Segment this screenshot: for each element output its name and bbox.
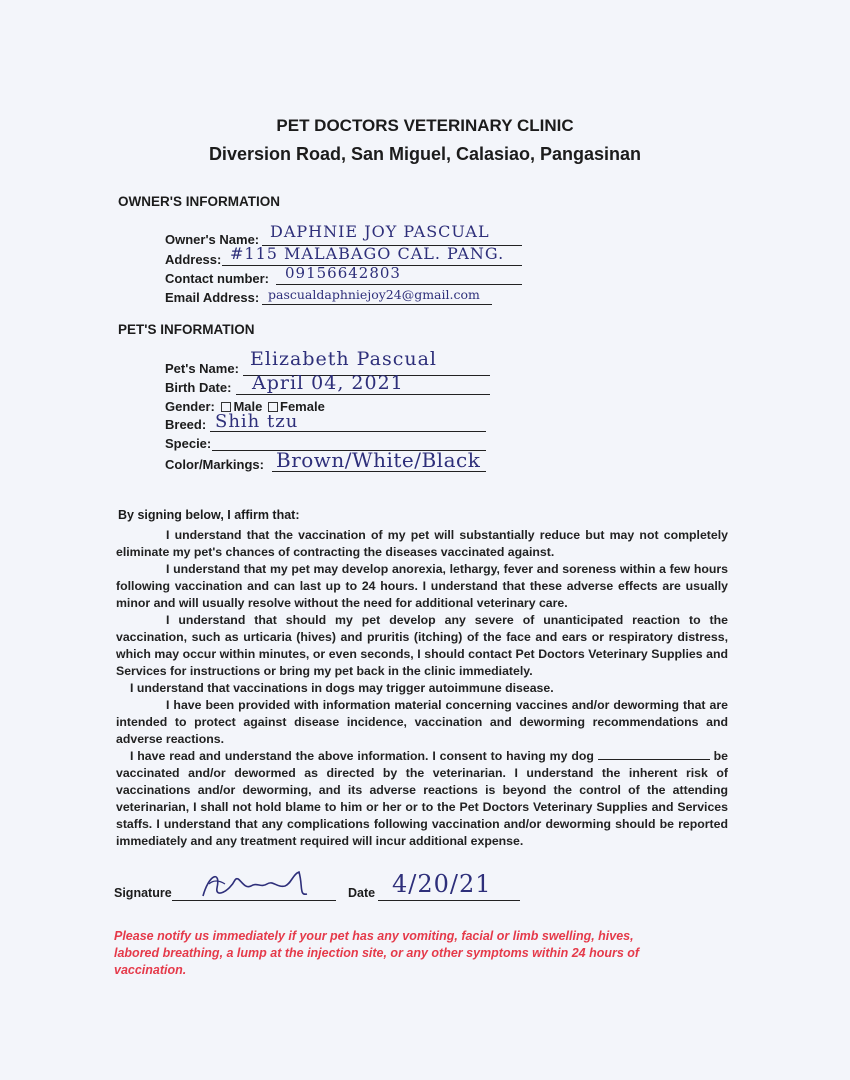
clinic-address: Diversion Road, San Miguel, Calasiao, Pangasinan (208, 144, 642, 164)
birth-date-row (165, 380, 231, 395)
email-row (165, 290, 259, 305)
birth-date-line (236, 394, 490, 395)
gender-label: Gender: (165, 399, 215, 414)
breed-label: Breed: (165, 417, 207, 432)
breed-row (165, 417, 206, 432)
consent-text: be vaccinated and/or dewormed as directed by the veterinarian. I understand the inherent risk of vaccinations and/or deworming, and its adverse reactions is beyond the control of the attending veterinarian, I shall not hold blame to him or her or to the Pet Doctors Veterinary Supplies and Services staffs. I understand that any complications following vaccination and/or deworming should be reported immediately and any treatment required will incur additional expense. (116, 749, 728, 848)
signature-mark (195, 866, 325, 906)
owner-section-title: OWNER'S INFORMATION (118, 194, 280, 209)
birth-date-value: April 04, 2021 (252, 372, 404, 394)
signature-label: Signature (114, 886, 172, 900)
dog-name-blank (598, 749, 710, 760)
owner-name-value: DAPHNIE JOY PASCUAL (270, 222, 490, 241)
post-vaccination-notice: Please notify us immediately if your pet has any vomiting, facial or limb swelling, hives, labored breathing, a lump at the injection site, or any other symptoms within 24 hours of vaccination. (114, 929, 640, 977)
female-label: Female (280, 399, 325, 414)
affirm-heading: By signing below, I affirm that: (118, 508, 300, 522)
owner-address-label: Address: (165, 252, 222, 267)
pet-name-label: Pet's Name: (165, 361, 239, 376)
male-label: Male (233, 399, 263, 414)
pet-name-row (165, 361, 239, 376)
owner-address-row (165, 252, 221, 267)
contact-row (165, 271, 269, 286)
pet-section-title: PET'S INFORMATION (118, 322, 255, 337)
email-value: pascualdaphniejoy24@gmail.com (268, 287, 480, 302)
specie-label: Specie: (165, 436, 212, 451)
birth-date-label: Birth Date: (165, 380, 232, 395)
consent-text: I have read and understand the above information. I consent to having my dog (130, 749, 594, 763)
color-label: Color/Markings: (165, 457, 264, 472)
contact-line (276, 284, 522, 285)
consent-paragraph-final (116, 748, 728, 850)
consent-paragraph: I understand that should my pet develop any severe of unanticipated reaction to the vaccination, such as urticaria (hives) and pruritis (itching) of the face and ears or respiratory distress, which may occur within minutes, or even seconds, I should contact Pet Doctors Veterinary Supplies and Services for instructions or bring my pet back in the clinic immediately. (116, 613, 728, 678)
date-label: Date (348, 886, 376, 900)
owner-name-label: Owner's Name: (165, 232, 260, 247)
consent-paragraph: I understand that my pet may develop anorexia, lethargy, fever and soreness within a few hours following vaccination and can last up to 24 hours. I understand that these adverse effects are usually minor and will usually resolve without the need for additional veterinary care. (116, 562, 728, 610)
clinic-name: PET DOCTORS VETERINARY CLINIC (276, 116, 574, 135)
consent-paragraph: I have been provided with information material concerning vaccines and/or deworming that are intended to protect against disease incidence, vaccination and deworming recommendations and adverse reactions. (116, 698, 728, 746)
email-label: Email Address: (165, 290, 260, 305)
owner-address-value: #115 MALABAGO CAL. PANG. (230, 244, 505, 263)
consent-paragraph: I understand that vaccinations in dogs may trigger autoimmune disease. (130, 681, 554, 695)
color-row (165, 457, 264, 472)
contact-value: 09156642803 (285, 264, 401, 282)
specie-row (165, 436, 211, 451)
color-value: Brown/White/Black (276, 448, 481, 472)
pet-name-value: Elizabeth Pascual (250, 348, 437, 370)
email-line (262, 304, 492, 305)
consent-paragraph: I understand that the vaccination of my pet will substantially reduce but may not completely eliminate my pet's chances of contracting the diseases vaccinated against. (116, 528, 728, 559)
consent-body (116, 527, 728, 850)
date-line (378, 900, 520, 901)
date-value: 4/20/21 (392, 870, 492, 898)
breed-value: Shih tzu (215, 411, 299, 432)
contact-label: Contact number: (165, 271, 269, 286)
